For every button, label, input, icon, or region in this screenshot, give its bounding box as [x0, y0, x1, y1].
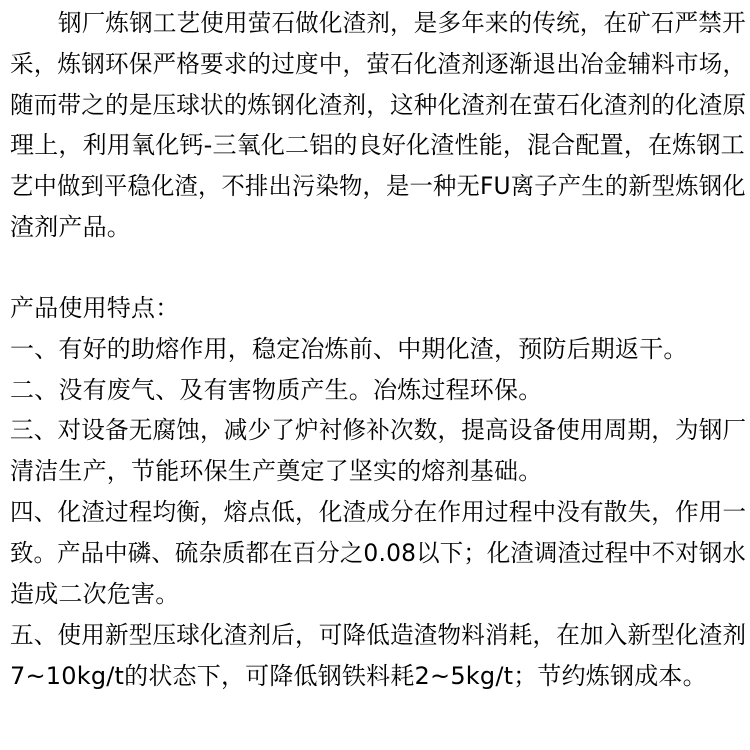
intro-line: 钢厂炼钢工艺使用萤石做化渣剂，是多年来的传统，在矿石严禁开 [58, 9, 746, 37]
feature-line: 二、没有废气、及有害物质产生。冶炼过程环保。 [10, 376, 543, 404]
intro-line: 随而带之的是压球状的炼钢化渣剂，这种化渣剂在萤石化渣剂的化渣原 [10, 91, 747, 119]
intro-line: 理上，利用氧化钙-三氧化二铝的良好化渣性能，混合配置，在炼钢工 [10, 131, 745, 159]
feature-line: 致。产品中磷、硫杂质都在百分之0.08以下；化渣调渣过程中不对钢水 [10, 539, 747, 567]
feature-line: 四、化渣过程均衡，熔点低，化渣成分在作用过程中没有散失，作用一 [10, 498, 747, 526]
intro-line: 渣剂产品。 [10, 213, 131, 241]
feature-line: 清洁生产，节能环保生产奠定了坚实的熔剂基础。 [10, 457, 543, 485]
feature-line: 三、对设备无腐蚀，减少了炉衬修补次数，提高设备使用周期，为钢厂 [10, 416, 747, 444]
features-heading: 产品使用特点： [10, 294, 180, 322]
feature-line: 造成二次危害。 [10, 580, 180, 608]
intro-line: 艺中做到平稳化渣，不排出污染物，是一种无FU离子产生的新型炼钢化 [10, 172, 746, 200]
feature-line: 五、使用新型压球化渣剂后，可降低造渣物料消耗，在加入新型化渣剂 [10, 621, 747, 649]
feature-line: 一、有好的助熔作用，稳定冶炼前、中期化渣，预防后期返干。 [10, 335, 688, 363]
intro-line: 采，炼钢环保严格要求的过度中，萤石化渣剂逐渐退出冶金辅料市场， [10, 50, 747, 78]
feature-line: 7~10kg/t的状态下，可降低钢铁料耗2~5kg/t；节约炼钢成本。 [10, 662, 707, 690]
